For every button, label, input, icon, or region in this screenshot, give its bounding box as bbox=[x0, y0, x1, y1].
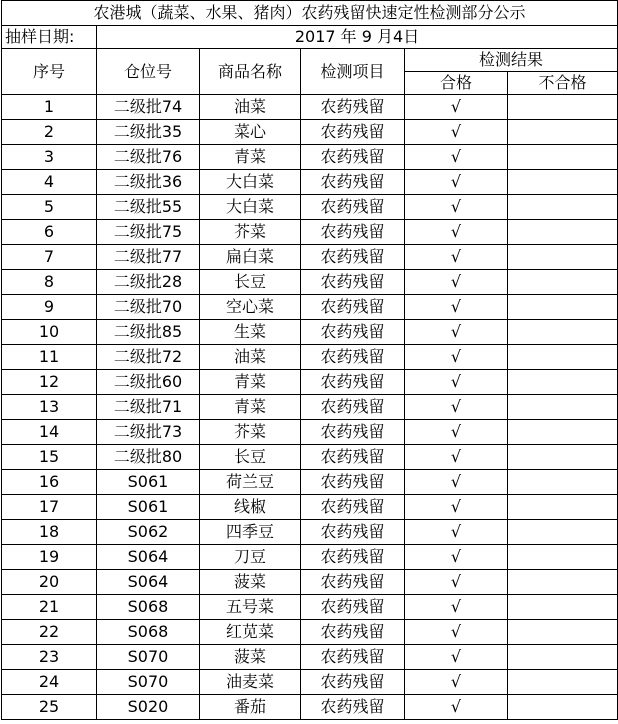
cell-product: 青菜 bbox=[200, 145, 301, 170]
cell-test-item: 农药残留 bbox=[301, 570, 405, 595]
cell-test-item: 农药残留 bbox=[301, 320, 405, 345]
cell-fail bbox=[508, 595, 618, 620]
header-pass: 合格 bbox=[405, 72, 508, 95]
cell-test-item: 农药残留 bbox=[301, 695, 405, 720]
cell-seq: 23 bbox=[2, 645, 97, 670]
cell-product: 扁白菜 bbox=[200, 245, 301, 270]
cell-product: 番茄 bbox=[200, 695, 301, 720]
table-row bbox=[2, 695, 618, 720]
cell-location: 二级批28 bbox=[97, 270, 200, 295]
cell-pass: √ bbox=[405, 520, 508, 545]
sampling-date-label: 抽样日期: bbox=[2, 26, 97, 49]
cell-pass: √ bbox=[405, 95, 508, 120]
cell-pass: √ bbox=[405, 420, 508, 445]
cell-product: 大白菜 bbox=[200, 170, 301, 195]
cell-fail bbox=[508, 445, 618, 470]
cell-product: 菜心 bbox=[200, 120, 301, 145]
cell-seq: 9 bbox=[2, 295, 97, 320]
cell-test-item: 农药残留 bbox=[301, 595, 405, 620]
table-row bbox=[2, 570, 618, 595]
cell-test-item: 农药残留 bbox=[301, 445, 405, 470]
cell-seq: 2 bbox=[2, 120, 97, 145]
cell-seq: 19 bbox=[2, 545, 97, 570]
cell-pass: √ bbox=[405, 470, 508, 495]
cell-seq: 25 bbox=[2, 695, 97, 720]
cell-location: S068 bbox=[97, 595, 200, 620]
cell-product: 线椒 bbox=[200, 495, 301, 520]
cell-location: 二级批85 bbox=[97, 320, 200, 345]
cell-pass: √ bbox=[405, 620, 508, 645]
cell-location: S064 bbox=[97, 570, 200, 595]
cell-test-item: 农药残留 bbox=[301, 545, 405, 570]
title-row bbox=[2, 1, 618, 26]
cell-product: 青菜 bbox=[200, 370, 301, 395]
cell-test-item: 农药残留 bbox=[301, 170, 405, 195]
cell-seq: 21 bbox=[2, 595, 97, 620]
cell-test-item: 农药残留 bbox=[301, 395, 405, 420]
cell-pass: √ bbox=[405, 320, 508, 345]
cell-test-item: 农药残留 bbox=[301, 670, 405, 695]
cell-fail bbox=[508, 570, 618, 595]
cell-pass: √ bbox=[405, 445, 508, 470]
table-row bbox=[2, 645, 618, 670]
cell-location: 二级批73 bbox=[97, 420, 200, 445]
cell-product: 刀豆 bbox=[200, 545, 301, 570]
cell-fail bbox=[508, 145, 618, 170]
cell-product: 五号菜 bbox=[200, 595, 301, 620]
cell-seq: 7 bbox=[2, 245, 97, 270]
cell-pass: √ bbox=[405, 395, 508, 420]
cell-fail bbox=[508, 645, 618, 670]
cell-fail bbox=[508, 220, 618, 245]
cell-pass: √ bbox=[405, 120, 508, 145]
cell-seq: 6 bbox=[2, 220, 97, 245]
table-row bbox=[2, 170, 618, 195]
table-row bbox=[2, 145, 618, 170]
cell-test-item: 农药残留 bbox=[301, 520, 405, 545]
cell-test-item: 农药残留 bbox=[301, 195, 405, 220]
cell-location: S068 bbox=[97, 620, 200, 645]
header-row-1 bbox=[2, 49, 618, 72]
cell-seq: 4 bbox=[2, 170, 97, 195]
table-row bbox=[2, 120, 618, 145]
cell-location: S062 bbox=[97, 520, 200, 545]
cell-product: 空心菜 bbox=[200, 295, 301, 320]
cell-location: 二级批60 bbox=[97, 370, 200, 395]
cell-fail bbox=[508, 545, 618, 570]
cell-fail bbox=[508, 470, 618, 495]
cell-seq: 17 bbox=[2, 495, 97, 520]
cell-test-item: 农药残留 bbox=[301, 470, 405, 495]
cell-fail bbox=[508, 120, 618, 145]
table-row bbox=[2, 495, 618, 520]
cell-location: S070 bbox=[97, 645, 200, 670]
cell-fail bbox=[508, 420, 618, 445]
cell-test-item: 农药残留 bbox=[301, 245, 405, 270]
table-row bbox=[2, 545, 618, 570]
cell-seq: 18 bbox=[2, 520, 97, 545]
cell-product: 四季豆 bbox=[200, 520, 301, 545]
cell-location: 二级批72 bbox=[97, 345, 200, 370]
cell-fail bbox=[508, 695, 618, 720]
sampling-date-value: 2017 年 9 月4日 bbox=[97, 26, 618, 49]
cell-fail bbox=[508, 520, 618, 545]
table-row bbox=[2, 670, 618, 695]
inspection-table bbox=[1, 0, 618, 720]
cell-fail bbox=[508, 370, 618, 395]
table-row bbox=[2, 245, 618, 270]
cell-fail bbox=[508, 245, 618, 270]
cell-pass: √ bbox=[405, 220, 508, 245]
cell-pass: √ bbox=[405, 245, 508, 270]
cell-pass: √ bbox=[405, 195, 508, 220]
cell-seq: 24 bbox=[2, 670, 97, 695]
cell-fail bbox=[508, 195, 618, 220]
table-row bbox=[2, 295, 618, 320]
cell-test-item: 农药残留 bbox=[301, 120, 405, 145]
cell-fail bbox=[508, 495, 618, 520]
cell-pass: √ bbox=[405, 170, 508, 195]
cell-location: 二级批74 bbox=[97, 95, 200, 120]
table-row bbox=[2, 270, 618, 295]
cell-seq: 11 bbox=[2, 345, 97, 370]
cell-product: 长豆 bbox=[200, 270, 301, 295]
header-product: 商品名称 bbox=[200, 49, 301, 95]
cell-test-item: 农药残留 bbox=[301, 95, 405, 120]
cell-seq: 20 bbox=[2, 570, 97, 595]
cell-location: 二级批36 bbox=[97, 170, 200, 195]
cell-fail bbox=[508, 95, 618, 120]
cell-location: S064 bbox=[97, 545, 200, 570]
cell-location: 二级批71 bbox=[97, 395, 200, 420]
cell-product: 芥菜 bbox=[200, 220, 301, 245]
cell-product: 油麦菜 bbox=[200, 670, 301, 695]
table-row bbox=[2, 445, 618, 470]
cell-test-item: 农药残留 bbox=[301, 220, 405, 245]
cell-product: 大白菜 bbox=[200, 195, 301, 220]
table-row bbox=[2, 595, 618, 620]
cell-seq: 12 bbox=[2, 370, 97, 395]
header-fail: 不合格 bbox=[508, 72, 618, 95]
cell-pass: √ bbox=[405, 370, 508, 395]
cell-pass: √ bbox=[405, 295, 508, 320]
cell-fail bbox=[508, 395, 618, 420]
cell-fail bbox=[508, 345, 618, 370]
header-result-group: 检测结果 bbox=[405, 49, 618, 72]
cell-pass: √ bbox=[405, 645, 508, 670]
cell-pass: √ bbox=[405, 345, 508, 370]
cell-test-item: 农药残留 bbox=[301, 495, 405, 520]
cell-test-item: 农药残留 bbox=[301, 620, 405, 645]
cell-product: 红苋菜 bbox=[200, 620, 301, 645]
cell-location: 二级批70 bbox=[97, 295, 200, 320]
cell-product: 长豆 bbox=[200, 445, 301, 470]
cell-seq: 13 bbox=[2, 395, 97, 420]
cell-product: 油菜 bbox=[200, 95, 301, 120]
header-test-item: 检测项目 bbox=[301, 49, 405, 95]
cell-test-item: 农药残留 bbox=[301, 645, 405, 670]
cell-seq: 8 bbox=[2, 270, 97, 295]
cell-location: 二级批55 bbox=[97, 195, 200, 220]
header-seq: 序号 bbox=[2, 49, 97, 95]
cell-seq: 5 bbox=[2, 195, 97, 220]
cell-pass: √ bbox=[405, 270, 508, 295]
cell-test-item: 农药残留 bbox=[301, 420, 405, 445]
table-row bbox=[2, 470, 618, 495]
cell-fail bbox=[508, 295, 618, 320]
sampling-date-row bbox=[2, 26, 618, 49]
cell-test-item: 农药残留 bbox=[301, 145, 405, 170]
table-row bbox=[2, 370, 618, 395]
cell-fail bbox=[508, 320, 618, 345]
cell-product: 青菜 bbox=[200, 395, 301, 420]
cell-seq: 10 bbox=[2, 320, 97, 345]
cell-product: 荷兰豆 bbox=[200, 470, 301, 495]
table-row bbox=[2, 520, 618, 545]
cell-seq: 1 bbox=[2, 95, 97, 120]
cell-fail bbox=[508, 270, 618, 295]
table-row bbox=[2, 620, 618, 645]
cell-pass: √ bbox=[405, 570, 508, 595]
cell-location: S020 bbox=[97, 695, 200, 720]
table-row bbox=[2, 95, 618, 120]
cell-test-item: 农药残留 bbox=[301, 370, 405, 395]
cell-location: S070 bbox=[97, 670, 200, 695]
cell-pass: √ bbox=[405, 695, 508, 720]
table-row bbox=[2, 220, 618, 245]
cell-seq: 15 bbox=[2, 445, 97, 470]
cell-location: S061 bbox=[97, 495, 200, 520]
cell-location: S061 bbox=[97, 470, 200, 495]
cell-pass: √ bbox=[405, 670, 508, 695]
cell-product: 芥菜 bbox=[200, 420, 301, 445]
cell-seq: 22 bbox=[2, 620, 97, 645]
cell-location: 二级批35 bbox=[97, 120, 200, 145]
cell-test-item: 农药残留 bbox=[301, 270, 405, 295]
cell-pass: √ bbox=[405, 495, 508, 520]
cell-fail bbox=[508, 620, 618, 645]
cell-pass: √ bbox=[405, 545, 508, 570]
cell-pass: √ bbox=[405, 595, 508, 620]
cell-seq: 14 bbox=[2, 420, 97, 445]
cell-location: 二级批80 bbox=[97, 445, 200, 470]
cell-product: 油菜 bbox=[200, 345, 301, 370]
cell-location: 二级批77 bbox=[97, 245, 200, 270]
cell-test-item: 农药残留 bbox=[301, 295, 405, 320]
cell-fail bbox=[508, 670, 618, 695]
cell-test-item: 农药残留 bbox=[301, 345, 405, 370]
cell-product: 菠菜 bbox=[200, 570, 301, 595]
cell-pass: √ bbox=[405, 145, 508, 170]
table-row bbox=[2, 195, 618, 220]
table-row bbox=[2, 420, 618, 445]
cell-product: 生菜 bbox=[200, 320, 301, 345]
cell-product: 菠菜 bbox=[200, 645, 301, 670]
cell-seq: 16 bbox=[2, 470, 97, 495]
cell-fail bbox=[508, 170, 618, 195]
header-location: 仓位号 bbox=[97, 49, 200, 95]
table-row bbox=[2, 345, 618, 370]
cell-seq: 3 bbox=[2, 145, 97, 170]
cell-location: 二级批76 bbox=[97, 145, 200, 170]
cell-location: 二级批75 bbox=[97, 220, 200, 245]
table-title: 农港城（蔬菜、水果、猪肉）农药残留快速定性检测部分公示 bbox=[2, 1, 618, 26]
table-row bbox=[2, 395, 618, 420]
table-row bbox=[2, 320, 618, 345]
